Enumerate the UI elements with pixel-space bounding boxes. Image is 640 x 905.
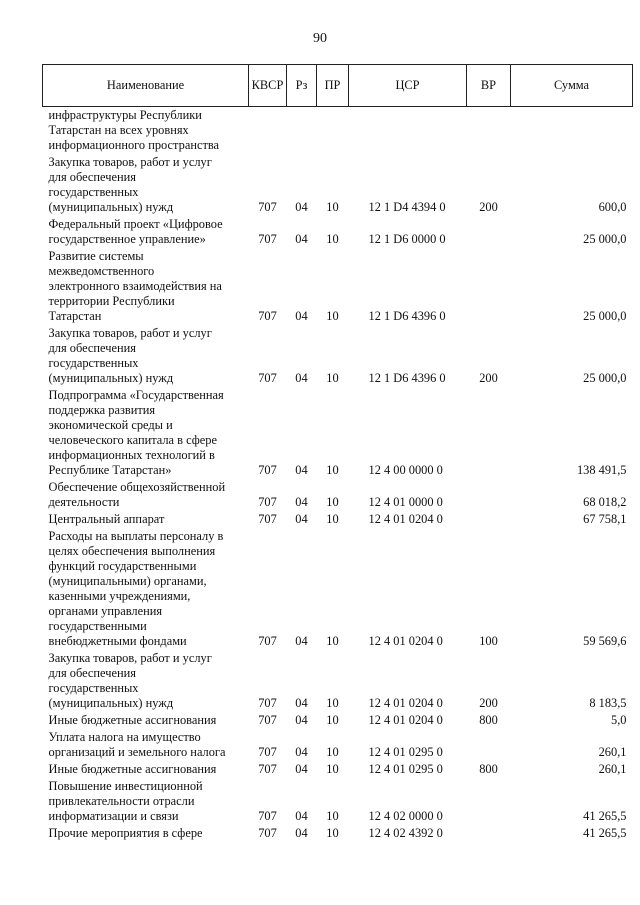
row-name-line: (муниципальных) нужд bbox=[48, 200, 174, 214]
header-pr: ПР bbox=[317, 65, 349, 107]
row-name-line: Закупка товаров, работ и услуг bbox=[48, 326, 212, 340]
row-rz-cell: 04 bbox=[295, 762, 308, 776]
table-row bbox=[43, 387, 633, 479]
row-pr-cell: 10 bbox=[326, 232, 339, 246]
row-kvsr-cell: 707 bbox=[258, 634, 277, 648]
row-vr-cell: 100 bbox=[479, 634, 498, 648]
row-sum-cell: 260,1 bbox=[598, 762, 627, 776]
row-sum-cell: 138 491,5 bbox=[576, 463, 627, 477]
row-name-line: территории Республики bbox=[48, 294, 175, 308]
row-rz-cell: 04 bbox=[295, 200, 308, 214]
row-name-line: функций государственными bbox=[48, 559, 197, 573]
row-kvsr-cell: 707 bbox=[258, 463, 277, 477]
row-vr-cell: 200 bbox=[479, 200, 498, 214]
row-name-line: Расходы на выплаты персоналу в bbox=[48, 529, 224, 543]
row-pr-cell: 10 bbox=[326, 634, 339, 648]
row-vr-cell bbox=[467, 778, 511, 825]
table-row bbox=[43, 528, 633, 650]
row-rz-cell: 04 bbox=[295, 696, 308, 710]
row-name-line: электронного взаимодействия на bbox=[48, 279, 222, 293]
header-csr: ЦСР bbox=[349, 65, 467, 107]
row-name-line: Закупка товаров, работ и услуг bbox=[48, 155, 212, 169]
row-rz-cell: 04 bbox=[295, 745, 308, 759]
row-name-cell bbox=[43, 761, 249, 778]
row-csr-cell: 12 4 00 0000 0 bbox=[368, 463, 443, 477]
row-rz-cell: 04 bbox=[295, 232, 308, 246]
row-name-line: органами управления bbox=[48, 604, 163, 618]
row-sum-cell: 41 265,5 bbox=[583, 809, 627, 823]
row-vr-cell: 800 bbox=[479, 762, 498, 776]
row-name-line: Татарстан bbox=[48, 309, 102, 323]
table-row bbox=[43, 325, 633, 387]
row-sum-cell: 25 000,0 bbox=[583, 309, 627, 323]
table-row bbox=[43, 825, 633, 842]
row-rz-cell: 04 bbox=[295, 713, 308, 727]
row-csr-cell: 12 4 01 0204 0 bbox=[368, 512, 443, 526]
row-kvsr-cell: 707 bbox=[258, 809, 277, 823]
row-name-line: казенными учреждениями, bbox=[48, 589, 191, 603]
budget-table bbox=[42, 64, 633, 842]
row-csr-cell: 12 4 02 0000 0 bbox=[368, 809, 443, 823]
row-name-cell bbox=[43, 825, 249, 842]
table-row bbox=[43, 511, 633, 528]
row-name-line: Развитие системы bbox=[48, 249, 144, 263]
row-csr-cell: 12 4 01 0204 0 bbox=[368, 634, 443, 648]
row-rz-cell: 04 bbox=[295, 826, 308, 840]
row-rz-cell: 04 bbox=[295, 309, 308, 323]
row-name-line: Подпрограмма «Государственная bbox=[48, 388, 224, 402]
row-kvsr-cell: 707 bbox=[258, 713, 277, 727]
row-pr-cell: 10 bbox=[326, 696, 339, 710]
row-name-line: Иные бюджетные ассигнования bbox=[48, 713, 217, 727]
row-name-line: Республике Татарстан» bbox=[48, 463, 172, 477]
row-csr-cell: 12 4 01 0295 0 bbox=[368, 762, 443, 776]
row-sum-cell: 67 758,1 bbox=[583, 512, 627, 526]
row-name-line: Татарстан на всех уровнях bbox=[48, 123, 189, 137]
row-name-line: Уплата налога на имущество bbox=[48, 730, 201, 744]
row-sum-cell: 8 183,5 bbox=[589, 696, 627, 710]
row-vr-cell: 200 bbox=[479, 371, 498, 385]
table-header bbox=[43, 65, 633, 107]
row-csr-cell: 12 1 D6 0000 0 bbox=[368, 232, 446, 246]
row-name-line: Центральный аппарат bbox=[48, 512, 165, 526]
row-kvsr-cell: 707 bbox=[258, 826, 277, 840]
row-name-line: экономической среды и bbox=[48, 418, 173, 432]
row-rz-cell: 04 bbox=[295, 512, 308, 526]
row-csr-cell: 12 4 01 0204 0 bbox=[368, 696, 443, 710]
row-pr-cell bbox=[317, 107, 349, 155]
row-name-line: Прочие мероприятия в сфере bbox=[48, 826, 203, 840]
row-name-line: целях обеспечения выполнения bbox=[48, 544, 216, 558]
row-pr-cell: 10 bbox=[326, 745, 339, 759]
row-vr-cell bbox=[467, 511, 511, 528]
page-number: 90 bbox=[313, 31, 327, 46]
table-row bbox=[43, 729, 633, 761]
row-name-line: Повышение инвестиционной bbox=[48, 779, 203, 793]
table-row bbox=[43, 778, 633, 825]
row-csr-cell: 12 1 D6 4396 0 bbox=[368, 309, 446, 323]
row-name-line: Обеспечение общехозяйственной bbox=[48, 480, 226, 494]
row-name-line: человеческого капитала в сфере bbox=[48, 433, 217, 447]
table-row bbox=[43, 154, 633, 216]
row-kvsr-cell: 707 bbox=[258, 232, 277, 246]
row-rz-cell: 04 bbox=[295, 371, 308, 385]
row-name-cell bbox=[43, 325, 249, 387]
row-name-cell bbox=[43, 387, 249, 479]
header-name: Наименование bbox=[43, 65, 249, 107]
row-name-line: информационного пространства bbox=[48, 138, 220, 152]
row-name-line: Федеральный проект «Цифровое bbox=[48, 217, 223, 231]
row-csr-cell: 12 1 D4 4394 0 bbox=[368, 200, 446, 214]
table-row bbox=[43, 712, 633, 729]
row-rz-cell: 04 bbox=[295, 634, 308, 648]
row-vr-cell bbox=[467, 479, 511, 511]
row-csr-cell: 12 4 01 0295 0 bbox=[368, 745, 443, 759]
row-name-line: Иные бюджетные ассигнования bbox=[48, 762, 217, 776]
row-name-line: (муниципальных) нужд bbox=[48, 371, 174, 385]
row-name-cell bbox=[43, 712, 249, 729]
row-csr-cell: 12 4 01 0000 0 bbox=[368, 495, 443, 509]
row-pr-cell: 10 bbox=[326, 495, 339, 509]
row-sum-cell: 260,1 bbox=[598, 745, 627, 759]
row-name-line: для обеспечения bbox=[48, 170, 136, 184]
row-pr-cell: 10 bbox=[326, 512, 339, 526]
row-pr-cell: 10 bbox=[326, 200, 339, 214]
row-pr-cell: 10 bbox=[326, 713, 339, 727]
row-csr-cell: 12 1 D6 4396 0 bbox=[368, 371, 446, 385]
row-sum-cell: 41 265,5 bbox=[583, 826, 627, 840]
row-name-line: государственных bbox=[48, 681, 139, 695]
row-vr-cell: 200 bbox=[479, 696, 498, 710]
row-name-line: государственное управление» bbox=[48, 232, 206, 246]
row-csr-cell bbox=[349, 107, 467, 155]
row-name-line: внебюджетными фондами bbox=[48, 634, 187, 648]
row-name-line: привлекательности отрасли bbox=[48, 794, 195, 808]
row-vr-cell bbox=[467, 729, 511, 761]
row-vr-cell bbox=[467, 107, 511, 155]
row-name-line: (муниципальными) органами, bbox=[48, 574, 207, 588]
row-name-cell bbox=[43, 248, 249, 325]
row-sum-cell: 59 569,6 bbox=[583, 634, 627, 648]
row-name-line: деятельности bbox=[48, 495, 120, 509]
row-name-cell bbox=[43, 778, 249, 825]
row-pr-cell: 10 bbox=[326, 762, 339, 776]
row-kvsr-cell: 707 bbox=[258, 200, 277, 214]
row-name-cell bbox=[43, 511, 249, 528]
row-csr-cell: 12 4 01 0204 0 bbox=[368, 713, 443, 727]
row-kvsr-cell: 707 bbox=[258, 512, 277, 526]
row-sum-cell bbox=[511, 107, 633, 155]
budget-table-container bbox=[42, 64, 632, 842]
row-pr-cell: 10 bbox=[326, 826, 339, 840]
table-row bbox=[43, 107, 633, 155]
row-name-line: информатизации и связи bbox=[48, 809, 179, 823]
row-name-cell bbox=[43, 528, 249, 650]
row-rz-cell bbox=[287, 107, 317, 155]
row-pr-cell: 10 bbox=[326, 309, 339, 323]
row-name-cell bbox=[43, 479, 249, 511]
row-name-line: организаций и земельного налога bbox=[48, 745, 226, 759]
header-vr: ВР bbox=[467, 65, 511, 107]
row-name-line: (муниципальных) нужд bbox=[48, 696, 174, 710]
row-vr-cell bbox=[467, 825, 511, 842]
row-kvsr-cell bbox=[249, 107, 287, 155]
table-row bbox=[43, 479, 633, 511]
row-sum-cell: 25 000,0 bbox=[583, 371, 627, 385]
header-sum: Сумма bbox=[511, 65, 633, 107]
row-name-line: информационных технологий в bbox=[48, 448, 215, 462]
row-name-line: инфраструктуры Республики bbox=[48, 108, 202, 122]
row-kvsr-cell: 707 bbox=[258, 371, 277, 385]
row-name-line: для обеспечения bbox=[48, 666, 136, 680]
row-sum-cell: 68 018,2 bbox=[583, 495, 627, 509]
row-kvsr-cell: 707 bbox=[258, 762, 277, 776]
row-name-cell bbox=[43, 650, 249, 712]
row-name-cell bbox=[43, 154, 249, 216]
row-name-line: для обеспечения bbox=[48, 341, 136, 355]
row-vr-cell: 800 bbox=[479, 713, 498, 727]
table-body bbox=[43, 107, 633, 843]
row-name-line: Закупка товаров, работ и услуг bbox=[48, 651, 212, 665]
row-csr-cell: 12 4 02 4392 0 bbox=[368, 826, 443, 840]
row-pr-cell: 10 bbox=[326, 809, 339, 823]
table-row bbox=[43, 761, 633, 778]
row-name-cell bbox=[43, 107, 249, 155]
row-name-cell bbox=[43, 729, 249, 761]
row-name-line: поддержка развития bbox=[48, 403, 156, 417]
row-kvsr-cell: 707 bbox=[258, 696, 277, 710]
table-row bbox=[43, 650, 633, 712]
row-pr-cell: 10 bbox=[326, 463, 339, 477]
table-row bbox=[43, 216, 633, 248]
row-name-line: государственных bbox=[48, 185, 139, 199]
row-rz-cell: 04 bbox=[295, 809, 308, 823]
row-kvsr-cell: 707 bbox=[258, 309, 277, 323]
row-sum-cell: 25 000,0 bbox=[583, 232, 627, 246]
row-name-cell bbox=[43, 216, 249, 248]
row-vr-cell bbox=[467, 387, 511, 479]
row-kvsr-cell: 707 bbox=[258, 495, 277, 509]
header-kvsr: КВСР bbox=[249, 65, 287, 107]
row-pr-cell: 10 bbox=[326, 371, 339, 385]
row-kvsr-cell: 707 bbox=[258, 745, 277, 759]
row-rz-cell: 04 bbox=[295, 495, 308, 509]
row-sum-cell: 5,0 bbox=[611, 713, 627, 727]
row-vr-cell bbox=[467, 216, 511, 248]
row-name-line: межведомственного bbox=[48, 264, 155, 278]
row-rz-cell: 04 bbox=[295, 463, 308, 477]
table-row bbox=[43, 248, 633, 325]
row-name-line: государственными bbox=[48, 619, 147, 633]
row-vr-cell bbox=[467, 248, 511, 325]
header-rz: Рз bbox=[287, 65, 317, 107]
row-sum-cell: 600,0 bbox=[598, 200, 627, 214]
row-name-line: государственных bbox=[48, 356, 139, 370]
